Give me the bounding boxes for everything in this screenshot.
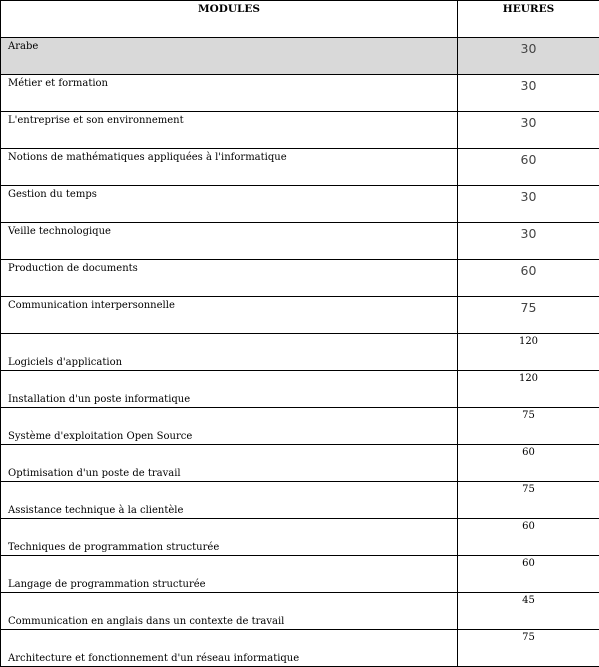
table-row xyxy=(1,223,599,260)
module-name: Gestion du temps xyxy=(1,186,458,223)
module-name: Production de documents xyxy=(1,260,458,297)
table-row xyxy=(1,482,599,519)
module-name: Techniques de programmation structurée xyxy=(1,519,458,556)
module-hours: 60 xyxy=(458,445,599,482)
module-hours: 60 xyxy=(458,149,599,186)
module-hours: 60 xyxy=(458,556,599,593)
table-row xyxy=(1,186,599,223)
table-row xyxy=(1,630,599,667)
module-hours: 60 xyxy=(458,519,599,556)
table-row xyxy=(1,371,599,408)
table-row xyxy=(1,149,599,186)
module-hours: 120 xyxy=(458,371,599,408)
module-name: Communication en anglais dans un contexte de travail xyxy=(1,593,458,630)
modules-header: MODULES xyxy=(1,1,458,38)
heures-header: HEURES xyxy=(458,1,599,38)
module-hours: 75 xyxy=(458,297,599,334)
table-row xyxy=(1,519,599,556)
module-name: L'entreprise et son environnement xyxy=(1,112,458,149)
module-name: Notions de mathématiques appliquées à l'informatique xyxy=(1,149,458,186)
module-name: Installation d'un poste informatique xyxy=(1,371,458,408)
module-name: Optimisation d'un poste de travail xyxy=(1,445,458,482)
table-row xyxy=(1,75,599,112)
module-name: Assistance technique à la clientèle xyxy=(1,482,458,519)
table-body xyxy=(1,38,599,667)
table-row xyxy=(1,297,599,334)
table-row xyxy=(1,334,599,371)
header-row xyxy=(1,1,599,38)
table-row xyxy=(1,112,599,149)
module-hours: 120 xyxy=(458,334,599,371)
module-hours: 75 xyxy=(458,408,599,445)
table-row xyxy=(1,445,599,482)
module-hours: 30 xyxy=(458,186,599,223)
table-row xyxy=(1,556,599,593)
module-name: Métier et formation xyxy=(1,75,458,112)
table-row xyxy=(1,38,599,75)
table-row xyxy=(1,408,599,445)
table-row xyxy=(1,593,599,630)
module-hours: 60 xyxy=(458,260,599,297)
module-hours: 75 xyxy=(458,630,599,667)
module-name: Veille technologique xyxy=(1,223,458,260)
table-row xyxy=(1,260,599,297)
module-hours: 30 xyxy=(458,223,599,260)
module-name: Système d'exploitation Open Source xyxy=(1,408,458,445)
module-hours: 30 xyxy=(458,38,599,75)
module-hours: 30 xyxy=(458,112,599,149)
module-hours: 45 xyxy=(458,593,599,630)
module-hours: 75 xyxy=(458,482,599,519)
module-name: Langage de programmation structurée xyxy=(1,556,458,593)
module-name: Arabe xyxy=(1,38,458,75)
module-hours: 30 xyxy=(458,75,599,112)
module-name: Architecture et fonctionnement d'un réseau informatique xyxy=(1,630,458,667)
module-name: Communication interpersonnelle xyxy=(1,297,458,334)
module-name: Logiciels d'application xyxy=(1,334,458,371)
